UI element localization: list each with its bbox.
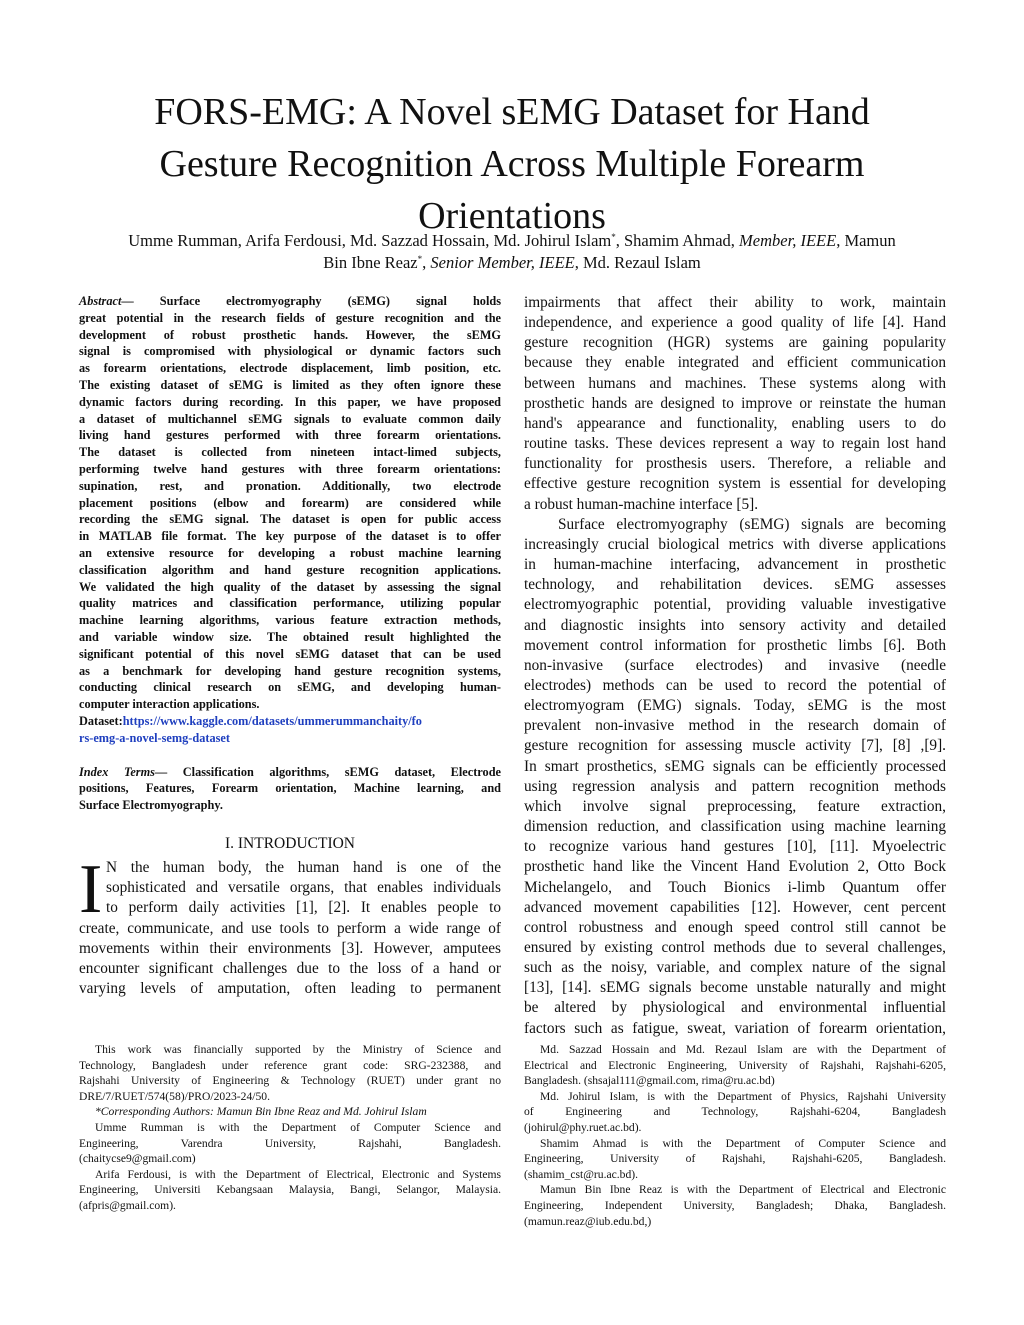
abstract-line: quality matrices and classification performance, utilizing popular <box>79 596 501 611</box>
dataset-link[interactable]: https://www.kaggle.com/datasets/ummerummanchaity/fo <box>122 713 422 728</box>
body-line: between humans and machines. These systems along with <box>524 374 946 392</box>
footnote-affiliation <box>79 1120 501 1167</box>
footnote-affiliation <box>524 1089 946 1136</box>
body-line: technology, and rehabilitation devices. sEMG assesses <box>524 576 946 594</box>
author-names: , Mamun <box>836 231 896 250</box>
body-line: non-invasive (surface electrodes) and invasive (needle <box>524 656 946 674</box>
footnote-affiliation <box>524 1136 946 1183</box>
body-line: prosthetic hands are designed to improve or reinstate the human <box>524 394 946 412</box>
abstract-line: classification algorithm and hand gesture recognition applications. <box>79 562 501 577</box>
index-terms <box>79 764 501 814</box>
abstract-line: and variable window size. The obtained result highlighted the <box>79 629 501 644</box>
abstract-dash: — <box>121 294 134 308</box>
footnote-line: Umme Rumman is with the Department of Computer Science and <box>95 1120 501 1134</box>
footnote-line: (afpris@gmail.com). <box>79 1198 176 1212</box>
abstract-line: as a benchmark for developing hand gesture recognition systems, <box>79 663 501 678</box>
title-line: FORS-EMG: A Novel sEMG Dataset for Hand <box>154 91 870 133</box>
index-terms-line: positions, Features, Forearm orientation, Machine learning, and <box>79 781 501 796</box>
abstract-line: in MATLAB file format. The key purpose of the dataset is to offer <box>79 529 501 544</box>
abstract-line: recording the sEMG signal. The dataset is open for public access <box>79 512 501 527</box>
footnote-line: This work was financially supported by the Ministry of Science and <box>95 1043 501 1056</box>
footnote-line: Rajshahi University of Engineering & Technology (RUET) under grant no <box>79 1074 501 1088</box>
body-line: which involve signal preprocessing, feature extraction, <box>524 797 946 815</box>
abstract-line: signal is compromised with physiological or dynamic factors such <box>79 344 501 359</box>
body-line: be altered by physiological and environmental influential <box>524 999 946 1017</box>
footnotes-left <box>79 1042 501 1214</box>
author-role: Member, IEEE <box>739 231 837 250</box>
title-line: Orientations <box>418 195 606 237</box>
footnote-funding <box>79 1042 501 1104</box>
footnote-line: Technology, Bangladesh under reference grant code: SRG-232388, and <box>79 1058 501 1072</box>
body-line: dimension reduction, and classification using machine learning <box>524 818 946 836</box>
body-line: and diagnostic insights into sensory activity and detailed <box>524 616 946 634</box>
author-names: , Shamim Ahmad, <box>615 231 740 250</box>
abstract-label: Abstract <box>79 294 122 308</box>
body-line: to recognize various hand gestures [10], [11]. Myoelectric <box>524 838 946 856</box>
abstract-line: The dataset is collected from nineteen intact-limed subjects, <box>79 445 501 460</box>
intro-line: encounter significant challenges due to the loss of a hand or <box>79 959 501 977</box>
body-line: advanced movement capabilities [12]. However, cent percent <box>524 898 946 916</box>
body-line: ensured by existing control methods due to several challenges, <box>524 939 946 956</box>
abstract-line: living hand gestures performed with three forearm orientations. <box>79 428 501 443</box>
footnote-line: Shamim Ahmad is with the Department of Computer Science and <box>540 1136 946 1150</box>
body-line: control robustness and enough speed control still cannot be <box>524 918 946 936</box>
author-names: , <box>422 253 431 272</box>
body-line: effective gesture recognition system is essential for developing <box>524 475 946 493</box>
corresponding-mark: * <box>417 254 423 264</box>
body-line: in human-machine interfacing, advancement in prosthetic <box>524 556 946 574</box>
author-list <box>78 230 946 274</box>
abstract-line: as forearm orientations, electrode displacement, limb position, etc. <box>79 361 501 376</box>
introduction-text <box>79 850 501 999</box>
left-column <box>79 293 501 999</box>
paragraph <box>524 515 946 1039</box>
body-line: routine tasks. These devices represent a way to regain lost hand <box>524 435 946 453</box>
body-line: such as the noisy, variable, and complex nature of the signal <box>524 959 946 977</box>
dataset-link[interactable]: rs-emg-a-novel-semg-dataset <box>79 730 230 745</box>
abstract-line: supination, rest, and pronation. Additionally, two electrode <box>79 478 501 493</box>
dataset-label: Dataset: <box>79 713 123 728</box>
body-line: functionality for prosthesis users. Therefore, a reliable and <box>524 455 946 473</box>
author-line <box>78 252 946 274</box>
abstract-line: performing twelve hand gestures with three forearm orientations: <box>79 461 501 476</box>
abstract-line: computer interaction applications. <box>79 697 260 712</box>
body-line: gesture recognition (HGR) systems are gaining popularity <box>524 334 946 352</box>
footnote-line: DRE/7/RUET/574(58)/PRO/2023-24/50. <box>79 1089 270 1103</box>
body-line: In smart prosthetics, sEMG signals can be efficiently processed <box>524 757 946 775</box>
body-line: increasingly crucial biological metrics with diverse applications <box>524 535 946 553</box>
body-line: movement control information for prosthetic limbs [6]. Both <box>524 636 946 654</box>
footnote-line: (mamun.reaz@iub.edu.bd,) <box>524 1214 652 1228</box>
footnote-line: (johirul@phy.ruet.ac.bd). <box>524 1120 642 1134</box>
author-line <box>78 230 946 252</box>
abstract-line: conducting clinical research on sEMG, and developing human- <box>79 680 501 695</box>
index-terms-line: Surface Electromyography. <box>79 798 223 813</box>
footnote-line: Engineering, University of Rajshahi, Rajshahi-6205, Bangladesh. <box>524 1152 946 1166</box>
title-line: Gesture Recognition Across Multiple Forearm <box>159 143 865 185</box>
footnote-affiliation <box>524 1182 946 1229</box>
paragraph <box>524 293 946 515</box>
abstract-body <box>79 310 501 713</box>
author-names: , Md. Rezaul Islam <box>574 253 701 272</box>
abstract-line: significant potential of this novel sEMG dataset that can be used <box>79 646 501 661</box>
footnote-affiliation <box>524 1042 946 1089</box>
right-column <box>524 293 946 1039</box>
body-line: using regression analysis and pattern recognition methods <box>524 777 946 795</box>
body-line: a robust human-machine interface [5]. <box>524 495 759 513</box>
body-line: electromyographic potential, providing valuable investigative <box>524 596 946 614</box>
abstract-line: dynamic factors during recording. In this paper, we have proposed <box>79 394 501 409</box>
footnote-line: Md. Johirul Islam, is with the Department of Physics, Rajshahi University <box>540 1089 946 1103</box>
index-terms-text: Classification algorithms, sEMG dataset, Electrode <box>167 764 501 779</box>
body-line: Surface electromyography (sEMG) signals are becoming <box>558 515 946 533</box>
footnote-line: Engineering, Independent University, Bangladesh; Dhaka, Bangladesh. <box>524 1198 946 1212</box>
body-line: because they enable integrated and efficient communication <box>524 354 946 372</box>
index-terms-label: Index Terms <box>79 764 155 779</box>
index-terms-line <box>79 764 501 781</box>
author-names: Umme Rumman, Arifa Ferdousi, Md. Sazzad Hossain, Md. Johirul Islam <box>128 231 612 250</box>
abstract-dataset-line <box>79 713 501 730</box>
footnote-line: Engineering, Varendra University, Rajshahi, Bangladesh. <box>79 1136 501 1150</box>
author-names: Bin Ibne Reaz <box>323 253 418 272</box>
intro-line: N the human body, the human hand is one of the <box>106 858 501 876</box>
abstract-line <box>79 293 501 310</box>
abstract-line: a dataset of multichannel sEMG signals to evaluate common daily <box>79 411 501 426</box>
intro-line: varying levels of amputation, often leading to permanent <box>79 980 501 998</box>
body-line: factors such as fatigue, sweat, variation of forearm orientation, <box>524 1019 946 1037</box>
footnote-line: Mamun Bin Ibne Reaz is with the Department of Electrical and Electronic <box>540 1183 946 1197</box>
abstract-line: placement positions (elbow and forearm) are considered while <box>79 495 501 510</box>
author-role: Senior Member, IEEE <box>430 253 575 272</box>
drop-cap: I <box>79 850 103 928</box>
footnote-line: (chaitycse9@gmail.com) <box>79 1152 196 1166</box>
abstract-line: We validated the high quality of the dataset by assessing the signal <box>79 579 501 594</box>
footnote-line: Electrical and Electronic Engineering, University of Rajshahi, Rajshahi-6205, <box>524 1058 946 1072</box>
body-line: prevalent non-invasive method in the research domain of <box>524 717 946 735</box>
index-terms-dash: — <box>154 764 168 779</box>
abstract-line: great potential in the research fields of gesture recognition and the <box>79 310 501 325</box>
corresponding-mark: * <box>611 232 616 242</box>
abstract-line: an extensive resource for developing a robust machine learning <box>79 545 501 560</box>
paper-title <box>80 86 944 242</box>
body-line: impairments that affect their ability to work, maintain <box>524 294 946 311</box>
intro-line: sophisticated and versatile organs, that enables individuals <box>106 879 501 897</box>
abstract-text: Surface electromyography (sEMG) signal holds <box>133 294 501 308</box>
body-line: electrodes) methods can be used to record the potential of <box>524 676 946 694</box>
body-line: gesture recognition for assessing muscle activity [7], [8] ,[9]. <box>524 737 946 755</box>
footnote-line: of Engineering and Technology, Rajshahi-6204, Bangladesh <box>524 1105 946 1119</box>
body-line: [13], [14]. sEMG signals become unstable naturally and might <box>524 979 946 997</box>
footnote-line: Arifa Ferdousi, is with the Department of Electrical, Electronic and Systems <box>95 1167 501 1181</box>
intro-line: movements within their environments [3]. However, amputees <box>79 939 501 957</box>
footnote-line: Engineering, Universiti Kebangsaan Malaysia, Bangi, Selangor, Malaysia. <box>79 1183 501 1197</box>
footnote-affiliation <box>79 1167 501 1214</box>
footnote-line: Md. Sazzad Hossain and Md. Rezaul Islam are with the Department of <box>540 1043 946 1056</box>
body-line: electromyogram (EMG) signals. Today, sEMG is the most <box>524 697 946 715</box>
section-heading: I. INTRODUCTION <box>224 834 355 852</box>
footnote-line: Bangladesh. (shsajal111@gmail.com, rima@ru.ac.bd) <box>524 1074 775 1088</box>
body-line: independence, and experience a good quality of life [4]. Hand <box>524 314 946 332</box>
body-line: hand's appearance and functionality, enabling users to do <box>524 414 946 432</box>
footnote-corresponding: *Corresponding Authors: Mamun Bin Ibne Reaz and Md. Johirul Islam <box>95 1105 427 1119</box>
abstract <box>79 293 501 747</box>
abstract-line: development of robust prosthetic hands. However, the sEMG <box>79 327 501 342</box>
footnotes-right <box>524 1042 946 1229</box>
abstract-line: The existing dataset of sEMG is limited as they often ignore these <box>79 377 501 392</box>
abstract-line: machine learning algorithms, various feature extraction methods, <box>79 613 501 628</box>
intro-line: create, communicate, and use tools to perform a wide range of <box>79 919 501 937</box>
intro-lines <box>79 919 501 1000</box>
body-line: prosthetic hand like the Vincent Hand Evolution 2, Otto Bock <box>524 858 946 876</box>
footnote-line: (shamim_cst@ru.ac.bd). <box>524 1167 639 1181</box>
body-line: Michelangelo, and Touch Bionics i-limb Quantum offer <box>524 878 946 896</box>
intro-line: to perform daily activities [1], [2]. It enables people to <box>106 899 501 917</box>
